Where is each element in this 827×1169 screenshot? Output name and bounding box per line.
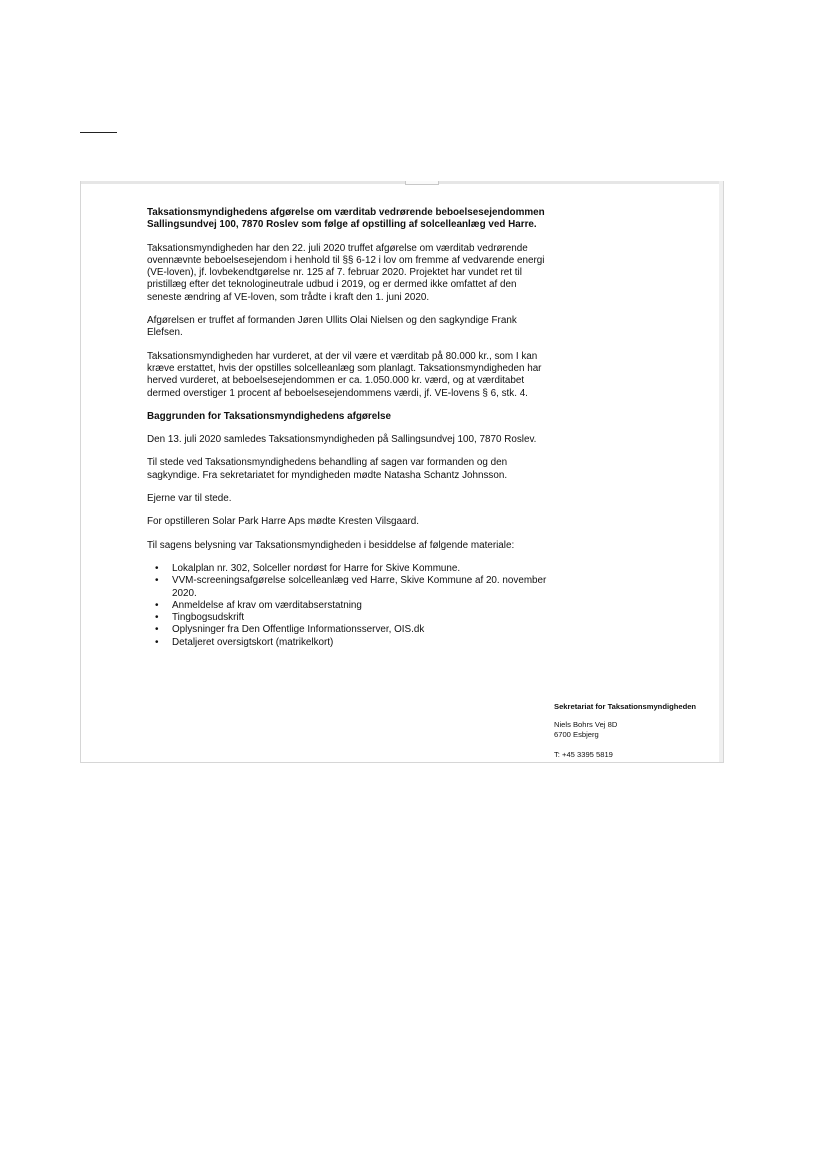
sender-address <box>554 720 724 739</box>
paragraph-materials-intro: Til sagens belysning var Taksationsmyndigheden i besiddelse af følgende materiale: <box>147 539 515 551</box>
list-item: • Lokalplan nr. 302, Solceller nordøst for Harre for Skive Kommune. <box>147 563 547 575</box>
sender-organization: Sekretariat for Taksationsmyndigheden <box>554 702 697 711</box>
address-city: 6700 Esbjerg <box>554 729 599 739</box>
page-right-edge <box>719 181 723 762</box>
address-street: Niels Bohrs Vej 8D <box>554 720 618 730</box>
paragraph-owners: Ejerne var til stede. <box>147 493 232 505</box>
list-item: • VVM-screeningsafgørelse solcelleanlæg ved Harre, Skive Kommune af 20. november 2020. <box>147 575 547 600</box>
document-title: Taksationsmyndighedens afgørelse om værditab vedrørende beboelsesejendommen Sallingsundvej 100, 7870 Roslev som følge af opstilling af solcelleanlæg ved Harre. <box>147 207 545 231</box>
paragraph-attendees: Til stede ved Taksationsmyndighedens behandling af sagen var formanden og den sagkyndige. Fra sekretariatet for myndigheden mødte Natasha Schantz Johnsson. <box>147 457 508 481</box>
top-rule <box>80 132 117 133</box>
sender-sidebar <box>554 702 724 760</box>
paragraph-meeting: Den 13. juli 2020 samledes Taksationsmyndigheden på Sallingsundvej 100, 7870 Roslev. <box>147 434 537 446</box>
section-heading: Baggrunden for Taksationsmyndighedens afgørelse <box>147 410 391 422</box>
paragraph-decision-makers: Afgørelsen er truffet af formanden Jøren Ullits Olai Nielsen og den sagkyndige Frank Elefsen. <box>147 315 517 339</box>
page-tab-handle <box>405 181 439 185</box>
sender-phone: T: +45 3395 5819 <box>554 750 613 760</box>
list-item: • Anmeldelse af krav om værditabserstatning <box>147 600 547 612</box>
list-item: • Tingbogsudskrift <box>147 612 547 624</box>
paragraph-valuation: Taksationsmyndigheden har vurderet, at der vil være et værditab på 80.000 kr., som I kan kræve erstattet, hvis der opstilles solcelleanlæg som planlagt. Taksationsmyndigheden har herved vurderet, at beboelsesejendommen er ca. 1.050.000 kr. værd, og at værditabet dermed overstiger 1 procent af beboelsesejendommens værdi, jf. VE-lovens § 6, stk. 4. <box>147 350 542 399</box>
document-body <box>147 207 547 649</box>
materials-list <box>147 563 547 649</box>
paragraph-developer: For opstilleren Solar Park Harre Aps mødte Kresten Vilsgaard. <box>147 516 420 528</box>
page-top-strip <box>81 181 723 184</box>
document-page <box>80 181 724 763</box>
list-item: • Oplysninger fra Den Offentlige Informationsserver, OIS.dk <box>147 624 547 636</box>
list-item: • Detaljeret oversigtskort (matrikelkort) <box>147 637 547 649</box>
paragraph-decision: Taksationsmyndigheden har den 22. juli 2020 truffet afgørelse om værditab vedrørende ovennævnte beboelsesejendom i henhold til §§ 6-12 i lov om fremme af vedvarende energi (VE-loven), jf. lovbekendtgørelse nr. 125 af 7. februar 2020. Projektet har vundet ret til pristillæg efter det teknologineutrale udbud i 2019, og er dermed ikke omfattet af den seneste ændring af VE-loven, som trådte i kraft den 1. juni 2020. <box>147 242 545 303</box>
